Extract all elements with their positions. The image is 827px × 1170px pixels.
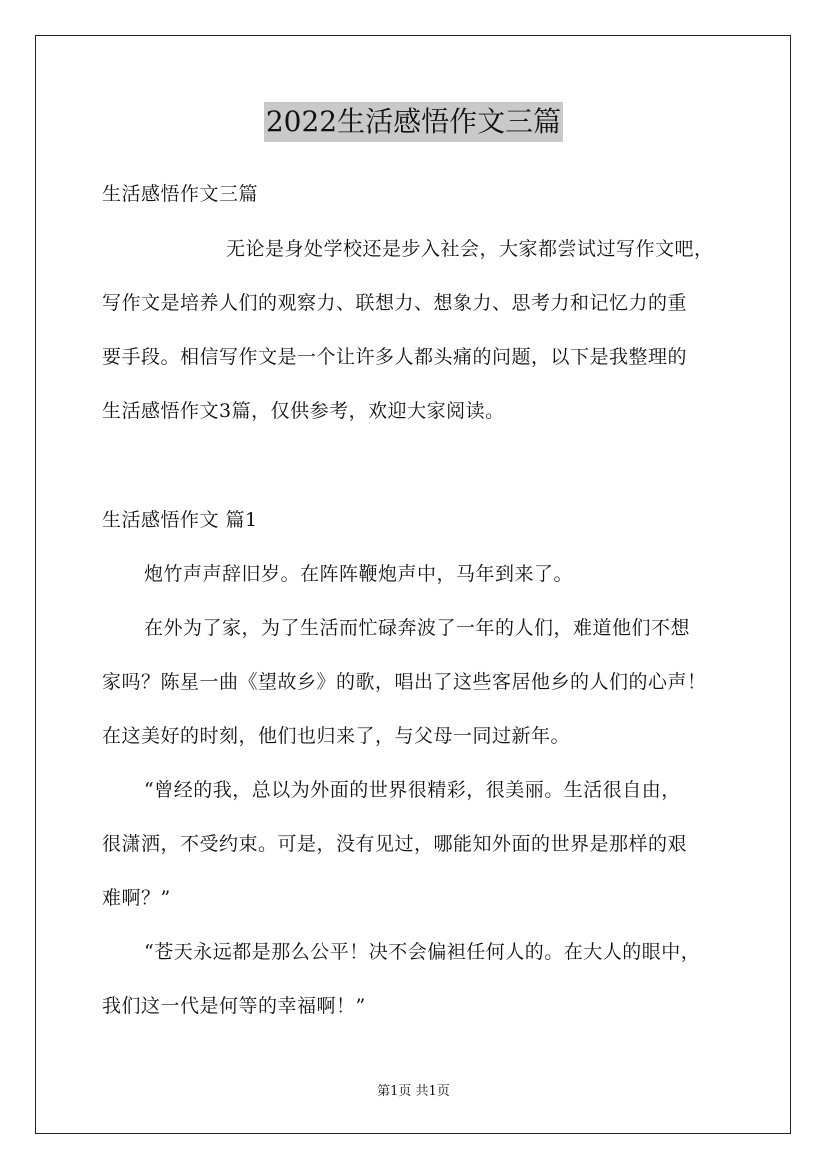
body-line-3: 家吗？陈星一曲《望故乡》的歌，唱出了这些客居他乡的人们的心声！ <box>102 671 707 693</box>
body-line-6: 很潇洒，不受约束。可是，没有见过，哪能知外面的世界是那样的艰 <box>102 833 688 855</box>
page-footer: 第1页 共1页 <box>377 1084 450 1099</box>
document-title: 2022生活感悟作文三篇 <box>264 102 563 142</box>
body-line-2: 在外为了家，为了生活而忙碌奔波了一年的人们，难道他们不想 <box>144 617 691 639</box>
body-line-8: “苍天永远都是那么公平！决不会偏袒任何人的。在大人的眼中， <box>144 941 701 963</box>
section-heading: 生活感悟作文 篇1 <box>102 509 258 531</box>
body-line-5: “曾经的我，总以为外面的世界很精彩，很美丽。生活很自由， <box>144 779 681 801</box>
body-line-1: 炮竹声声辞旧岁。在阵阵鞭炮声中，马年到来了。 <box>144 563 574 585</box>
intro-line-3: 要手段。相信写作文是一个让许多人都头痛的问题，以下是我整理的 <box>102 346 688 368</box>
intro-line-1: 无论是身处学校还是步入社会，大家都尝试过写作文吧， <box>226 238 714 260</box>
body-line-9: 我们这一代是何等的幸福啊！” <box>102 995 366 1017</box>
title-wrapper <box>0 102 827 142</box>
body-line-4: 在这美好的时刻，他们也归来了，与父母一同过新年。 <box>102 725 571 747</box>
document-subtitle: 生活感悟作文三篇 <box>102 183 259 205</box>
intro-line-2: 写作文是培养人们的观察力、联想力、想象力、思考力和记忆力的重 <box>102 292 688 314</box>
intro-line-4: 生活感悟作文3篇，仅供参考，欢迎大家阅读。 <box>102 400 505 422</box>
body-line-7: 难啊？” <box>102 887 171 909</box>
